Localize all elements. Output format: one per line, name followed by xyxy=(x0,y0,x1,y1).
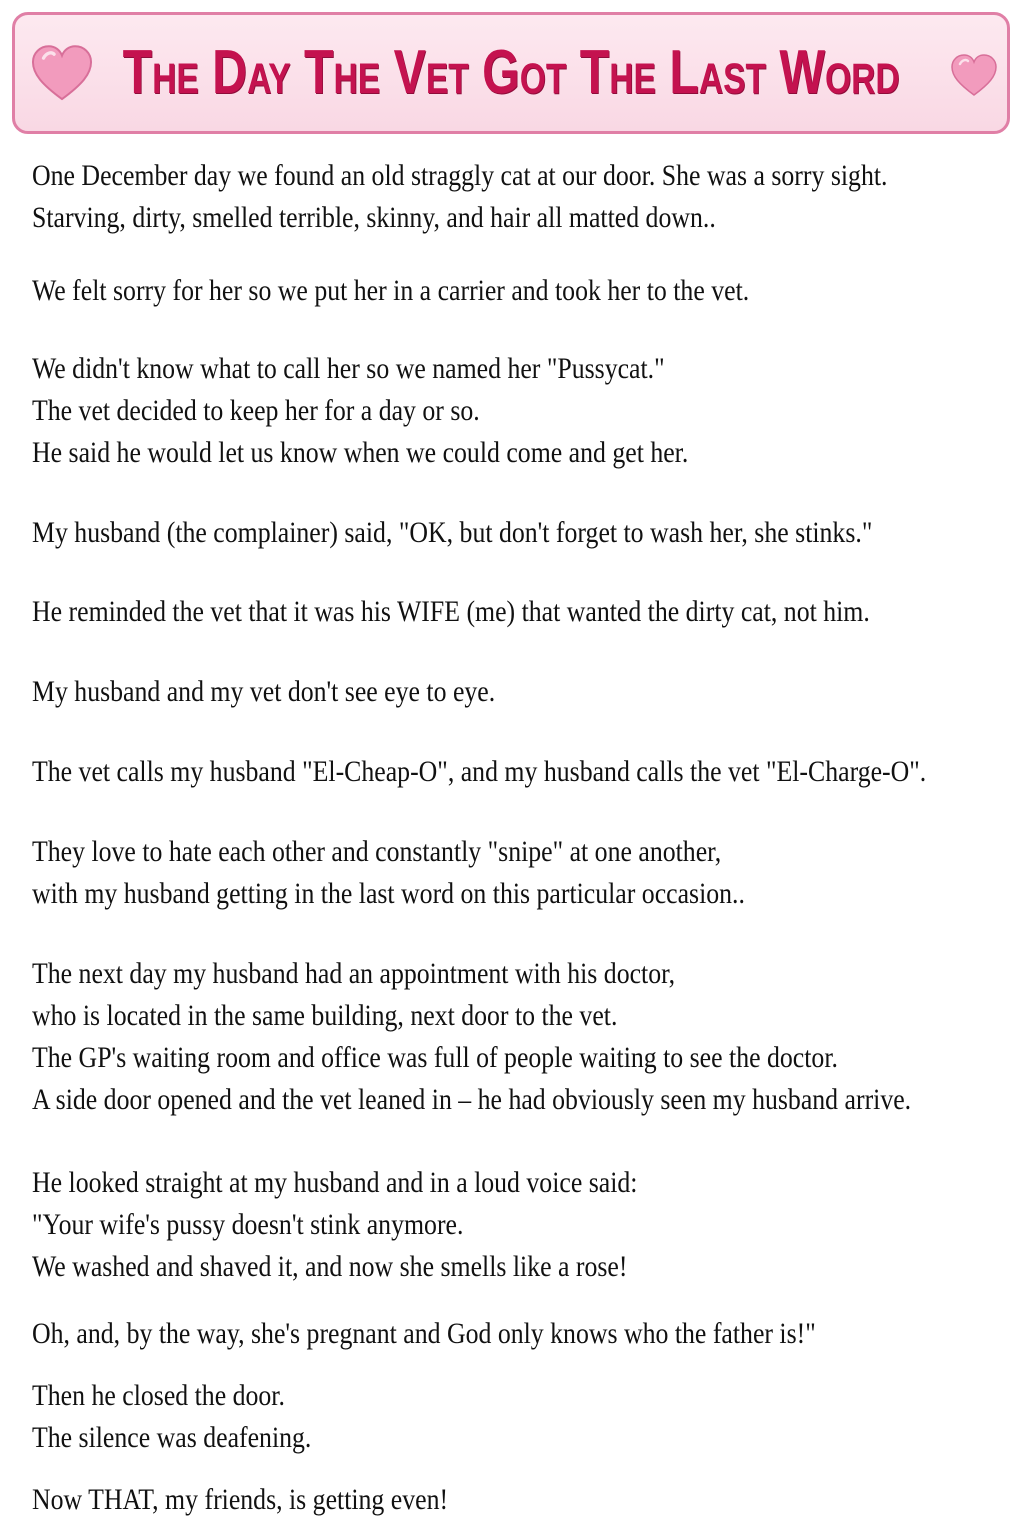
paragraph xyxy=(32,1162,736,1288)
story-line: We felt sorry for her so we put her in a carrier and took her to the vet. xyxy=(32,274,750,307)
story-line: The silence was deafening. xyxy=(32,1421,312,1454)
paragraph xyxy=(32,1479,516,1521)
heart-icon xyxy=(29,41,95,107)
story-line: Then he closed the door. xyxy=(32,1379,285,1412)
paragraph xyxy=(32,1375,357,1459)
title-banner xyxy=(12,12,1010,134)
paragraph xyxy=(32,591,1006,633)
heart-icon xyxy=(949,51,999,101)
story-line: The vet decided to keep her for a day or so. xyxy=(32,394,480,427)
story-line: We didn't know what to call her so we named her "Pussycat." xyxy=(32,352,665,385)
paragraph xyxy=(32,831,861,915)
story-line: The GP's waiting room and office was full of people waiting to see the doctor. xyxy=(32,1041,838,1074)
page-title: The Day The Vet Got The Last Word xyxy=(122,37,900,107)
paragraph xyxy=(32,751,1024,793)
story-line: We washed and shaved it, and now she smells like a rose! xyxy=(32,1250,628,1283)
story-line: He reminded the vet that it was his WIFE (me) that wanted the dirty cat, not him. xyxy=(32,595,870,628)
paragraph xyxy=(32,270,866,312)
story-line: He said he would let us know when we could come and get her. xyxy=(32,436,689,469)
paragraph xyxy=(32,1313,943,1355)
story-line: with my husband getting in the last word on this particular occasion.. xyxy=(32,877,745,910)
story-line: Oh, and, by the way, she's pregnant and God only knows who the father is!" xyxy=(32,1317,816,1350)
story-line: Now THAT, my friends, is getting even! xyxy=(32,1483,449,1516)
paragraph xyxy=(32,348,795,474)
paragraph xyxy=(32,512,1009,554)
story-line: who is located in the same building, next door to the vet. xyxy=(32,999,618,1032)
story-line: My husband (the complainer) said, "OK, but don't forget to wash her, she stinks." xyxy=(32,516,873,549)
story-line: The vet calls my husband "El-Cheap-O", and my husband calls the vet "El-Charge-O". xyxy=(32,755,927,788)
story-line: "Your wife's pussy doesn't stink anymore. xyxy=(32,1208,464,1241)
story-line: Starving, dirty, smelled terrible, skinny, and hair all matted down.. xyxy=(32,201,716,234)
story-line: The next day my husband had an appointment with his doctor, xyxy=(32,957,676,990)
paragraph xyxy=(32,953,1024,1121)
story-line: They love to hate each other and constantly "snipe" at one another, xyxy=(32,835,722,868)
story-line: One December day we found an old straggly cat at our door. She was a sorry sight. xyxy=(32,159,888,192)
paragraph xyxy=(32,155,1024,239)
story-line: My husband and my vet don't see eye to eye. xyxy=(32,675,496,708)
story-line: A side door opened and the vet leaned in – he had obviously seen my husband arrive. xyxy=(32,1083,912,1116)
story-line: He looked straight at my husband and in a loud voice said: xyxy=(32,1166,638,1199)
paragraph xyxy=(32,671,571,713)
